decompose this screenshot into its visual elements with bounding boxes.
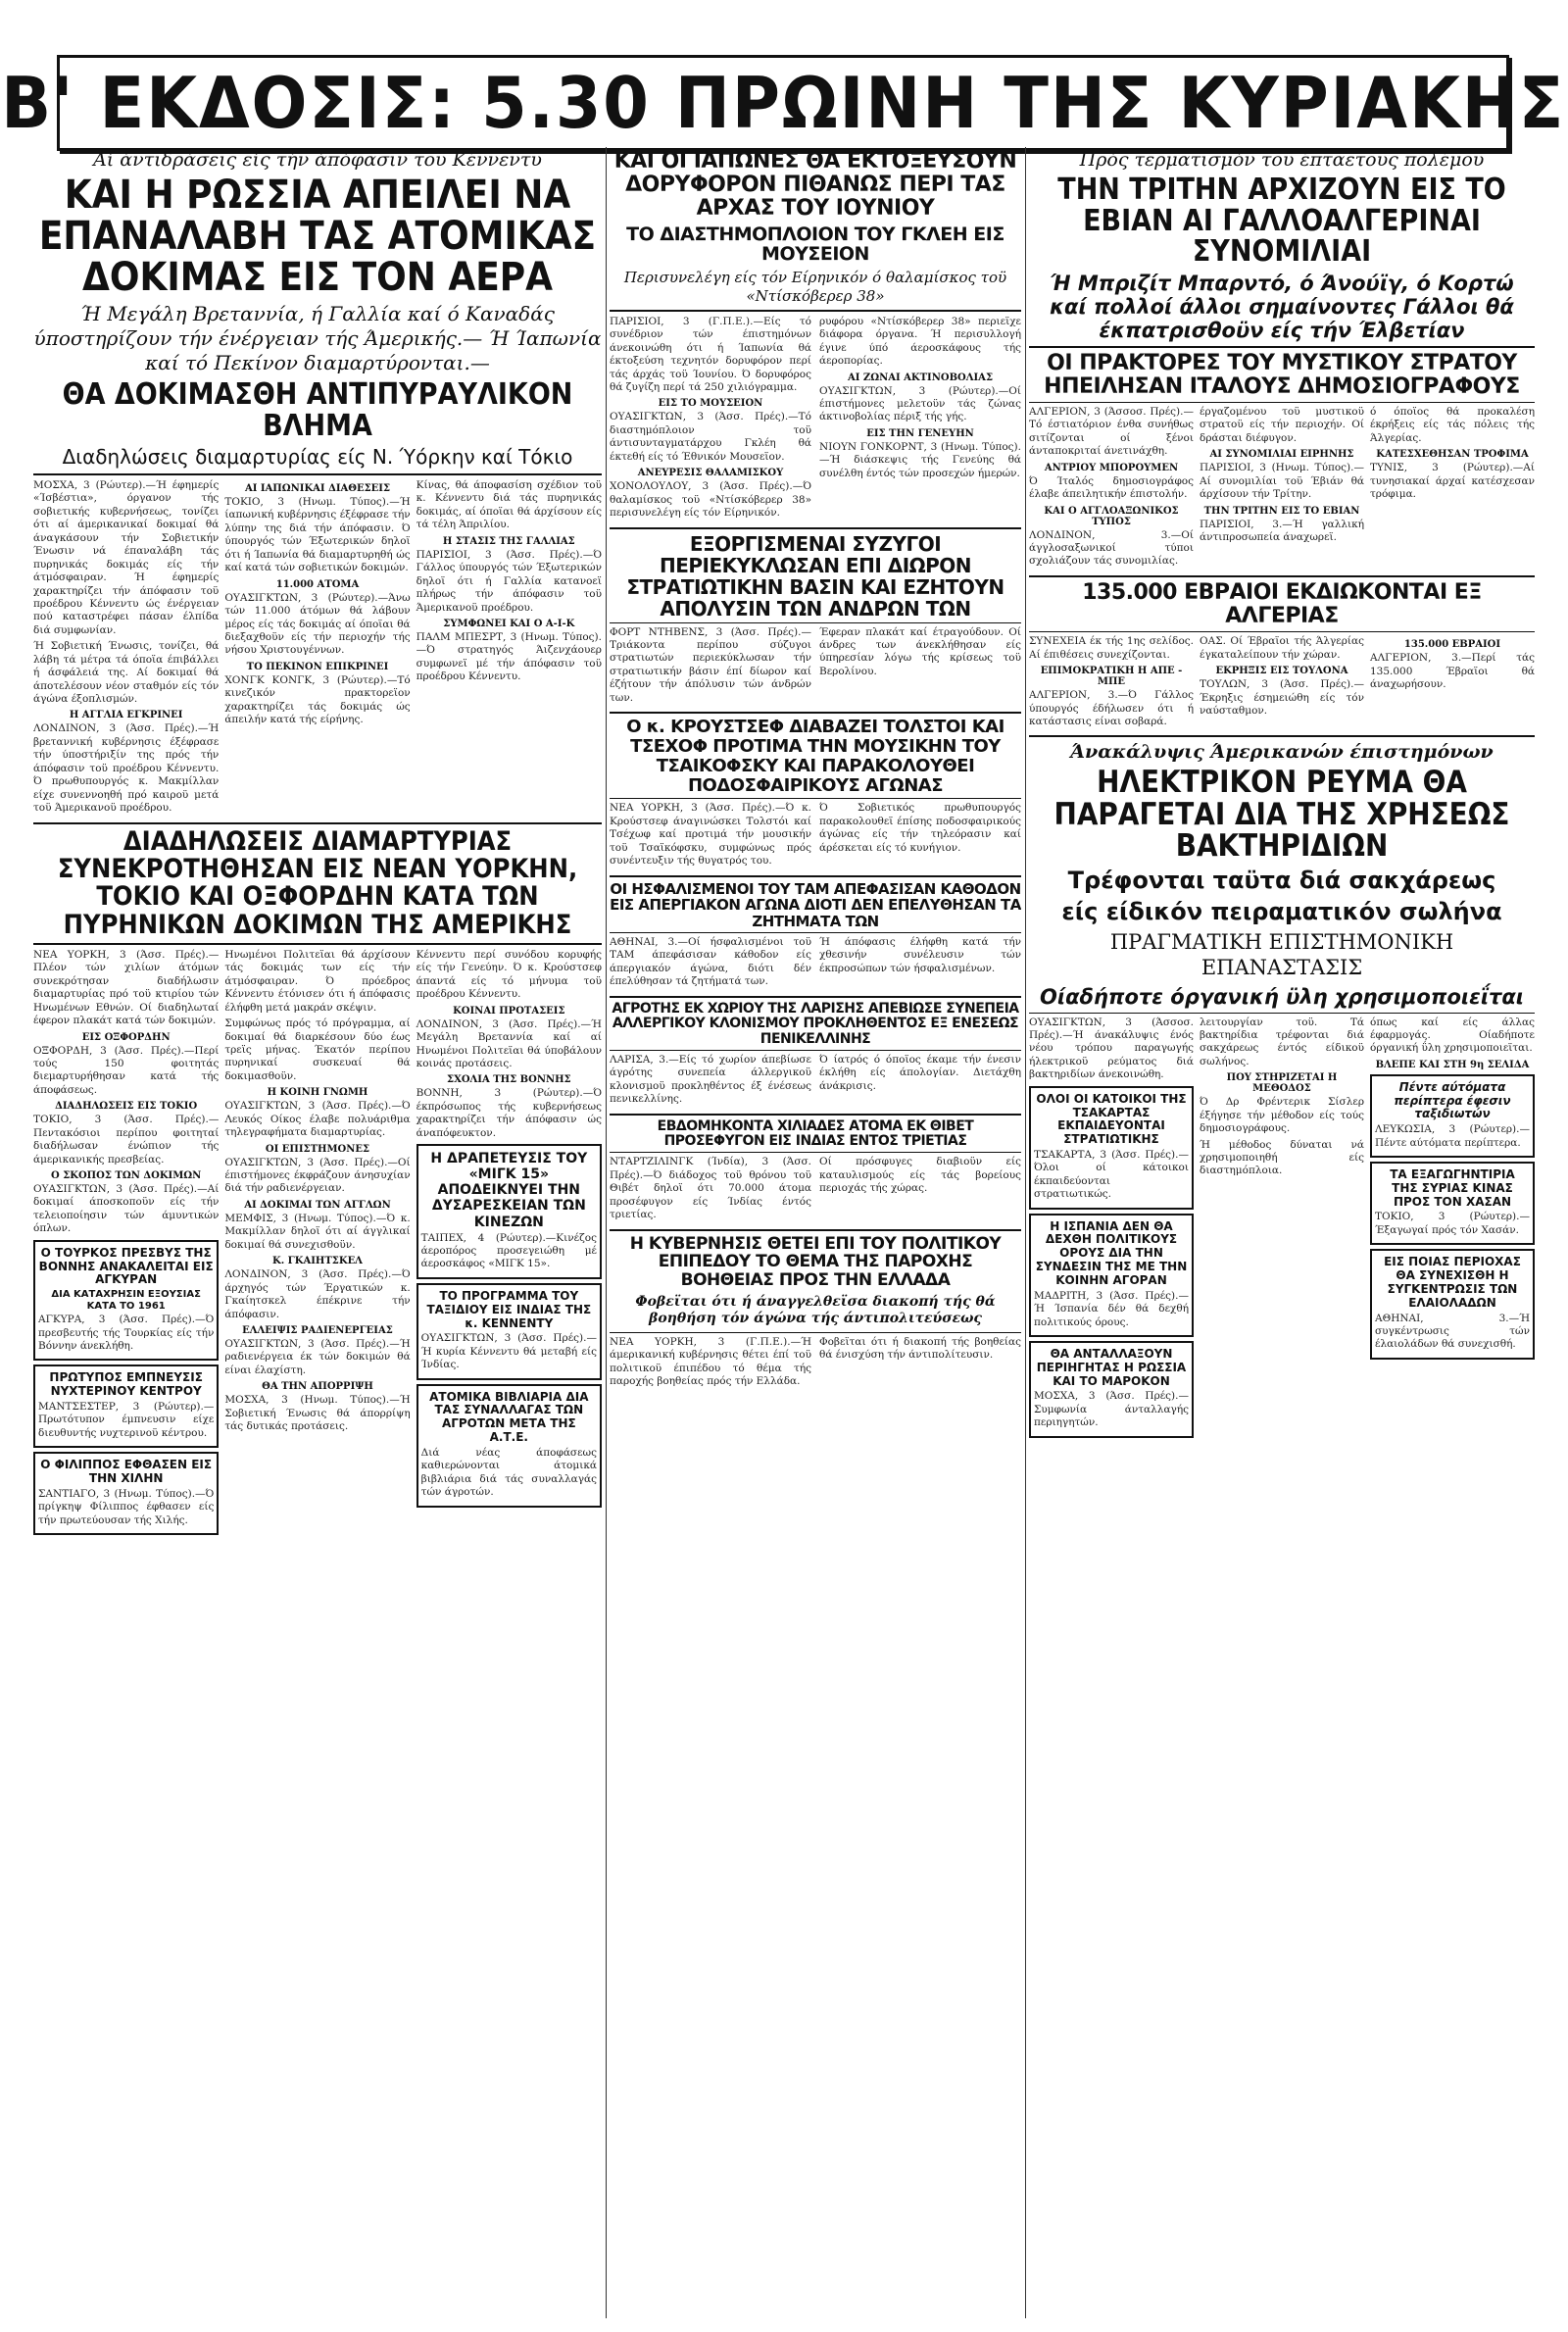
section-heading: Ο ΣΚΟΠΟΣ ΤΩΝ ΔΟΚΙΜΩΝ	[51, 1170, 202, 1181]
boxed-article: Ο ΤΟΥΡΚΟΣ ΠΡΕΣΒΥΣ ΤΗΣ ΒΟΝΝΗΣ ΑΝΑΚΑΛΕΙΤΑΙ ΕΙΣ ΑΓΚΥΡΑΝ ΔΙΑ ΚΑΤΑΧΡΗΣΙΝ ΕΞΟΥΣΙΑΣ ΚΑΤΑ ΤΟ 1961 ΑΓΚΥΡΑ, 3 (Άσσ. Πρές).—Ό πρεσβευτής τής Τουρκίας είς τήν Βόννην άνεκλήθη.	[33, 1240, 219, 1362]
headline-larissa: ΑΓΡΟΤΗΣ ΕΚ ΧΩΡΙΟΥ ΤΗΣ ΛΑΡΙΣΗΣ ΑΠΕΒΙΩΣΕ ΣΥΝΕΠΕΙΑ ΑΛΛΕΡΓΙΚΟΥ ΚΛΟΝΙΣΜΟΥ ΠΡΟΚΛΗΘΕΝΤΟΣ ΕΞ ΕΝΕΣΕΩΣ ΠΕΝΙΚΕΛΛΙΝΗΣ	[612, 1000, 1019, 1047]
boxed-article: ΑΤΟΜΙΚΑ ΒΙΒΛΙΑΡΙΑ ΔΙΑ ΤΑΣ ΣΥΝΑΛΛΑΓΑΣ ΤΩΝ ΑΓΡΟΤΩΝ ΜΕΤΑ ΤΗΣ Α.Τ.Ε. Διά νέας άποφάσεως καθιερώνονται άτομικά βιβλιάρια διά τάς συναλλαγάς τών άγροτών.	[416, 1384, 602, 1508]
article-body: ΝΤΑΡΤΖΙΛΙΝΓΚ (Ίνδία), 3 (Άσσ. Πρές).—Ό διάδοχος τοϋ θρόνου τοϋ Θιβέτ δηλοϊ ότι 70.000 άτομα προσέφυγον είς Ίνδίας έντός τριετίας. Οί πρόσφυγες διαβιοϋν είς καταυλισμούς είς τάς βορείους περιοχάς τής χώρας.	[610, 1156, 1021, 1221]
headline-glenn-capsule: ΤΟ ΔΙΑΣΤΗΜΟΠΛΟΙΟΝ ΤΟΥ ΓΚΛΕΗ ΕΙΣ ΜΟΥΣΕΙΟΝ	[626, 223, 1004, 266]
main-headline-russia: ΚΑΙ Η ΡΩΣΣΙΑ ΑΠΕΙΛΕΙ ΝΑ ΕΠΑΝΑΛΑΒΗ ΤΑΣ ΑΤΟΜΙΚΑΣ ΔΟΚΙΜΑΣ ΕΙΣ ΤΟΝ ΑΕΡΑ	[38, 173, 597, 300]
headline-oas-agents: ΟΙ ΠΡΑΚΤΟΡΕΣ ΤΟΥ ΜΥΣΤΙΚΟΥ ΣΤΡΑΤΟΥ ΗΠΕΙΛΗΣΑΝ ΙΤΑΛΟΥΣ ΔΗΜΟΣΙΟΓΡΑΦΟΥΣ	[1044, 350, 1520, 399]
kicker: Άνακάλυψις Άμερικανών έπιστημόνων	[1070, 741, 1494, 764]
section-heading: 11.000 ΑΤΟΜΑ	[275, 578, 360, 590]
headline-bacteria: ΗΛΕΚΤΡΙΚΟΝ ΡΕΥΜΑ ΘΑ ΠΑΡΑΓΕΤΑΙ ΔΙΑ ΤΗΣ ΧΡΗΣΕΩΣ ΒΑΚΤΗΡΙΔΙΩΝ	[1054, 765, 1510, 865]
boxed-article: ΤΟ ΠΡΟΓΡΑΜΜΑ ΤΟΥ ΤΑΞΙΔΙΟΥ ΕΙΣ ΙΝΔΙΑΣ ΤΗΣ κ. ΚΕΝΝΕΝΤΥ ΟΥΑΣΙΓΚΤΩΝ, 3 (Άσσ. Πρές).—Ή κυρία Κέννεντυ θά μεταβή είς Ίνδίας.	[416, 1283, 602, 1380]
article-body: ΦΟΡΤ ΝΤΗΒΕΝΣ, 3 (Άσσ. Πρές).—Τριάκοντα περίπου σύζυγοι στρατιωτών περιεκύκλωσαν τήν στρατιωτικήν βάσιν έπί δίωρον καί έζήτουν τήν άπόλυσιν τών άνδρών των. Έφεραν πλακάτ καί έτραγούδουν. Οί άνδρες των άνεκλήθησαν είς ύπηρεσίαν λόγω τής κρίσεως τοϋ Βερολίνου.	[610, 625, 1021, 704]
section-heading: ΚΟΙΝΑΙ ΠΡΟΤΑΣΕΙΣ	[453, 1005, 565, 1017]
headline-tibet: ΕΒΔΟΜΗΚΟΝΤΑ ΧΙΛΙΑΔΕΣ ΑΤΟΜΑ ΕΚ ΘΙΒΕΤ ΠΡΟΣΕΦΥΓΟΝ ΕΙΣ ΙΝΔΙΑΣ ΕΝΤΟΣ ΤΡΙΕΤΙΑΣ	[657, 1117, 974, 1150]
section-heading: Κ. ΓΚΑΙΗΤΣΚΕΛ	[272, 1256, 363, 1267]
section-heading: ΕΛΛΕΙΨΙΣ ΡΑΔΙΕΝΕΡΓΕΙΑΣ	[242, 1324, 393, 1336]
headline-japan-satellite: ΚΑΙ ΟΙ ΙΑΠΩΝΕΣ ΘΑ ΕΚΤΟΞΕΥΣΟΥΝ ΔΟΡΥΦΟΡΟΝ ΠΙΘΑΝΩΣ ΠΕΡΙ ΤΑΣ ΑΡΧΑΣ ΤΟΥ ΙΟΥΝΙΟΥ	[613, 149, 1017, 222]
headline-wives-base: ΕΞΟΡΓΙΣΜΕΝΑΙ ΣΥΖΥΓΟΙ ΠΕΡΙΕΚΥΚΛΩΣΑΝ ΕΠΙ ΔΙΩΡΟΝ ΣΤΡΑΤΙΩΤΙΚΗΝ ΒΑΣΙΝ ΚΑΙ ΕΖΗΤΟΥΝ ΑΠΟΛΥΣΙΝ ΤΩΝ ΑΝΔΡΩΝ ΤΩΝ	[626, 531, 1004, 620]
kicker: Πρός τερματισμόν τοϋ έπταετοϋς πολέμου	[1079, 149, 1485, 171]
boxed-article: ΟΛΟΙ ΟΙ ΚΑΤΟΙΚΟΙ ΤΗΣ ΤΣΑΚΑΡΤΑΣ ΕΚΠΑΙΔΕΥΟΝΤΑΙ ΣΤΡΑΤΙΩΤΙΚΗΣ ΤΣΑΚΑΡΤΑ, 3 (Άσσ. Πρές).—Όλοι οί κάτοικοι έκπαιδεύονται στρατιωτικώς.	[1029, 1086, 1194, 1210]
kicker: Αί άντιδράσεις είς τήν άπόφασιν τοϋ Κέννεντυ	[93, 149, 542, 171]
boxed-article: ΕΙΣ ΠΟΙΑΣ ΠΕΡΙΟΧΑΣ ΘΑ ΣΥΝΕΧΙΣΘΗ Η ΣΥΓΚΕΝΤΡΩΣΙΣ ΤΩΝ ΕΛΑΙΟΛΑΔΩΝ ΑΘΗΝΑΙ, 3.—Ή συγκέντρωσις τών έλαιολάδων θά συνεχισθή.	[1370, 1249, 1535, 1360]
article-body: ΠΑΡΙΣΙΟΙ, 3 (Γ.Π.Ε.).—Είς τό συνέδριον τών έπιστημόνων άνεκοινώθη ότι ή Ίαπωνία θά έκτοξεύση τεχνητόν δορυφόρον περί τάς άρχάς τοϋ Ίουνίου. Ό δορυφόρος θά ζυγίζη περί τά 250 χιλιόγραμμα. ΕΙΣ ΤΟ ΜΟΥΣΕΙΟΝ ΟΥΑΣΙΓΚΤΩΝ, 3 (Άσσ. Πρές).—Τό διαστημόπλοιον τοϋ άντισυνταγματάρχου Γκλέη θά έκτεθή είς τό Έθνικόν Μουσεϊον. ΑΝΕΥΡΕΣΙΣ ΘΑΛΑΜΙΣΚΟΥ ΧΟΝΟΛΟΥΛΟΥ, 3 (Άσσ. Πρές).—Ό θαλαμίσκος τοϋ «Ντίσκόβερερ 38» περισυνελέγη είς τόν Είρηνικόν. ρυφόρου «Ντίσκόβερερ 38» περιεϊχε διάφορα όργανα. Ή περισυλλογή έγινε ύπό άεροσκάφους τής άεροπορίας. ΑΙ ΖΩΝΑΙ ΑΚΤΙΝΟΒΟΛΙΑΣ ΟΥΑΣΙΓΚΤΩΝ, 3 (Ρώυτερ).—Οί έπιστήμονες μελετοϋν τάς ζώνας άκτινοβολίας πέριξ τής γής. ΕΙΣ ΤΗΝ ΓΕΝΕΥΗΝ ΝΙΟΥΝ ΓΟΝΚΟΡΝΤ, 3 (Ηνωμ. Τύπος).—Ή διάσκεψις τής Γενεύης θά συνέλθη έντός τών προσεχών ήμερών.	[610, 315, 1021, 520]
article-body: ΑΛΓΕΡΙΟΝ, 3 (Άσσοσ. Πρές).—Τό έστιατόριον ένθα συνήθως σιτίζονται οί ξένοι άνταποκριταί άνετινάχθη. ΑΝΤΡΙΟΥ ΜΠΟΡΟΥΜΕΝ Ό Ίταλός δημοσιογράφος έλαβε άπειλητικήν έπιστολήν. ΚΑΙ Ο ΑΓΓΛΟΑΞΩΝΙΚΟΣ ΤΥΠΟΣ ΛΟΝΔΙΝΟΝ, 3.—Οί άγγλοσαξωνικοί τύποι σχολιάζουν τάς συνομιλίας. έργαζομένου τοϋ μυστικοϋ στρατοϋ είς τήν περιοχήν. Οί δράσται διέφυγον. ΑΙ ΣΥΝΟΜΙΛΙΑΙ ΕΙΡΗΝΗΣ ΠΑΡΙΣΙΟΙ, 3 (Ηνωμ. Τύπος).—Αί συνομιλίαι τοϋ Έβιάν θά άρχίσουν τήν Τρίτην. ΤΗΝ ΤΡΙΤΗΝ ΕΙΣ ΤΟ ΕΒΙΑΝ ΠΑΡΙΣΙΟΙ, 3.—Ή γαλλική άντιπροσωπεία άναχωρεϊ. ό όποϊος θά προκαλέση έκρήξεις είς τάς πόλεις τής Άλγερίας. ΚΑΤΕΣΧΕΘΗΣΑΝ ΤΡΟΦΙΜΑ ΤΥΝΙΣ, 3 (Ρώυτερ).—Αί τυνησιακαί άρχαί κατέσχεσαν τρόφιμα.	[1029, 405, 1535, 568]
section-heading: ΑΙ ΙΑΠΩΝΙΚΑΙ ΔΙΑΘΕΣΕΙΣ	[244, 483, 391, 494]
section-heading: ΔΙΑΔΗΛΩΣΕΙΣ ΕΙΣ ΤΟΚΙΟ	[55, 1101, 198, 1113]
headline-jews-algeria: 135.000 ΕΒΡΑΙΟΙ ΕΚΔΙΩΚΟΝΤΑΙ ΕΞ ΑΛΓΕΡΙΑΣ	[1082, 579, 1482, 628]
boxed-article: Η ΔΡΑΠΕΤΕΥΣΙΣ ΤΟΥ «ΜΙΓΚ 15» ΑΠΟΔΕΙΚΝΥΕΙ ΤΗΝ ΔΥΣΑΡΕΣΚΕΙΑΝ ΤΩΝ ΚΙΝΕΖΩΝ ΤΑΙΠΕΧ, 4 (Ρώυτερ).—Κινέζος άεροπόρος προσεγειώθη μέ άεροσκάφος «ΜΙΓΚ 15».	[416, 1144, 602, 1279]
headline-evian: ΤΗΝ ΤΡΙΤΗΝ ΑΡΧΙΖΟΥΝ ΕΙΣ ΤΟ ΕΒΙΑΝ ΑΙ ΓΑΛΛΟΑΛΓΕΡΙΝΑΙ ΣΥΝΟΜΙΛΙΑΙ	[1057, 173, 1506, 269]
section-heading: ΑΙ ΔΟΚΙΜΑΙ ΤΩΝ ΑΓΓΛΩΝ	[244, 1199, 391, 1211]
subheadline-protests: Διαδηλώσεις διαμαρτυρίας είς Ν. Ύόρκην καί Τόκιο	[62, 445, 573, 469]
subheadline-discoverer: Περισυνελέγη είς τόν Είρηνικόν ό θαλαμίσκος τοϋ «Ντίσκόβερερ 38»	[623, 269, 1007, 306]
boxed-article: ΠΡΩΤΥΠΟΣ ΕΜΠΝΕΥΣΙΣ ΝΥΧΤΕΡΙΝΟΥ ΚΕΝΤΡΟΥ ΜΑΝΤΣΕΣΤΕΡ, 3 (Ρώυτερ).—Πρωτότυπον έμπνευσιν είχε διευθυντής νυχτερινοϋ κέντρου.	[33, 1364, 219, 1448]
subheadline-aid: Φοβεϊται ότι ή άναγγελθεϊσα διακοπή τής θά βοηθήση τόν άγώνα τής άντιπολιτεύσεως	[635, 1293, 996, 1327]
column-left	[33, 147, 602, 2318]
section-heading: ΣΧΟΛΙΑ ΤΗΣ ΒΟΝΝΗΣ	[447, 1074, 571, 1086]
article-body: ΟΥΑΣΙΓΚΤΩΝ, 3 (Άσσοσ. Πρές).—Ή άνακάλυψις ένός νέου τρόπου παραγωγής ήλεκτρικοϋ ρεύματος διά βακτηριδίων άνεκοινώθη. ΟΛΟΙ ΟΙ ΚΑΤΟΙΚΟΙ ΤΗΣ ΤΣΑΚΑΡΤΑΣ ΕΚΠΑΙΔΕΥΟΝΤΑΙ ΣΤΡΑΤΙΩΤΙΚΗΣ ΤΣΑΚΑΡΤΑ, 3 (Άσσ. Πρές).—Όλοι οί κάτοικοι έκπαιδεύονται στρατιωτικώς. Η ΙΣΠΑΝΙΑ ΔΕΝ ΘΑ ΔΕΧΘΗ ΠΟΛΙΤΙΚΟΥΣ ΟΡΟΥΣ ΔΙΑ ΤΗΝ ΣΥΝΔΕΣΙΝ ΤΗΣ ΜΕ ΤΗΝ ΚΟΙΝΗΝ ΑΓΟΡΑΝ ΜΑΔΡΙΤΗ, 3 (Άσσ. Πρές).—Ή Ίσπανία δέν θά δεχθή πολιτικούς όρους. ΘΑ ΑΝΤΑΛΛΑΞΟΥΝ ΠΕΡΙΗΓΗΤΑΣ Η ΡΩΣΣΙΑ ΚΑΙ ΤΟ ΜΑΡΟΚΟΝ ΜΟΣΧΑ, 3 (Άσσ. Πρές).—Συμφωνία άνταλλαγής περιηγητών. λειτουργίαν τοϋ. Τά βακτηρίδια τρέφονται διά σακχάρεως έντός είδικοϋ σωλήνος. ΠΟΥ ΣΤΗΡΙΖΕΤΑΙ Η ΜΕΘΟΔΟΣ Ό Δρ Φρέντερικ Σίσλερ έξήγησε τήν μέθοδον είς τούς δημοσιογράφους. Ή μέθοδος δύναται νά χρησιμοποιηθή είς διαστημόπλοια. όπως καί είς άλλας έφαρμογάς. Οίαδήποτε όργανική ΰλη χρησιμοποιεϊται. ΒΛΕΠΕ ΚΑΙ ΣΤΗ 9η ΣΕΛΙΔΑ Πέντε αύτόματα περίπτερα έφεσιν ταξιδιωτών ΛΕΥΚΩΣΙΑ, 3 (Ρώυτερ).—Πέντε αύτόματα περίπτερα. ΤΑ ΕΞΑΓΩΓΗΝΤΙΡΙΑ ΤΗΣ ΣΥΡΙΑΣ ΚΙΝΑΣ ΠΡΟΣ ΤΟΝ ΧΑΣΑΝ ΤΟΚΙΟ, 3 (Ρώυτερ).—Έξαγωγαί πρός τόν Χασάν. ΕΙΣ ΠΟΙΑΣ ΠΕΡΙΟΧΑΣ ΘΑ ΣΥΝΕΧΙΣΘΗ Η ΣΥΓΚΕΝΤΡΩΣΙΣ ΤΩΝ ΕΛΑΙΟΛΑΔΩΝ ΑΘΗΝΑΙ, 3.—Ή συγκέντρωσις τών έλαιολάδων θά συνεχισθή.	[1029, 1017, 1535, 1442]
boxed-article: ΤΑ ΕΞΑΓΩΓΗΝΤΙΡΙΑ ΤΗΣ ΣΥΡΙΑΣ ΚΙΝΑΣ ΠΡΟΣ ΤΟΝ ΧΑΣΑΝ ΤΟΚΙΟ, 3 (Ρώυτερ).—Έξαγωγαί πρός τόν Χασάν.	[1370, 1162, 1535, 1245]
boxed-article: ΘΑ ΑΝΤΑΛΛΑΞΟΥΝ ΠΕΡΙΗΓΗΤΑΣ Η ΡΩΣΣΙΑ ΚΑΙ ΤΟ ΜΑΡΟΚΟΝ ΜΟΣΧΑ, 3 (Άσσ. Πρές).—Συμφωνία άνταλλαγής περιηγητών.	[1029, 1341, 1194, 1438]
section-heading: ΕΙΣ ΟΞΦΟΡΔΗΝ	[81, 1031, 171, 1043]
boxed-article: Ο ΦΙΛΙΠΠΟΣ ΕΦΘΑΣΕΝ ΕΙΣ ΤΗΝ ΧΙΛΗΝ ΣΑΝΤΙΑΓΟ, 3 (Ηνωμ. Τύπος).—Ό πρίγκηψ Φίλιππος έφθασεν είς τήν πρωτεύουσαν τής Χιλής.	[33, 1452, 219, 1535]
headline-aid-greece: Η ΚΥΒΕΡΝΗΣΙΣ ΘΕΤΕΙ ΕΠΙ ΤΟΥ ΠΟΛΙΤΙΚΟΥ ΕΠΙΠΕΔΟΥ ΤΟ ΘΕΜΑ ΤΗΣ ΠΑΡΟΧΗΣ ΒΟΗΘΕΙΑΣ ΠΡΟΣ ΤΗΝ ΕΛΛΑΔΑ	[629, 1233, 1002, 1291]
section-heading: Η ΣΤΑΣΙΣ ΤΗΣ ΓΑΛΛΙΑΣ	[442, 535, 575, 547]
section-heading: ΘΑ ΤΗΝ ΑΠΟΡΡΙΨΗ	[262, 1381, 373, 1393]
article-body: ΝΕΑ ΥΟΡΚΗ, 3 (Άσσ. Πρές).—Πλέον τών χιλίων άτόμων συνεκρότησαν διαδήλωσιν διαμαρτυρίας πρό τοϋ κτιρίου τών Ηνωμένων Εθνών. Οί διαδηλωταί έφερον πλακάτ κατά τών δοκιμών. ΕΙΣ ΟΞΦΟΡΔΗΝ ΟΞΦΟΡΔΗ, 3 (Άσσ. Πρές).—Περί τούς 150 φοιτητάς διεμαρτυρήθησαν κατά τής άποφάσεως. ΔΙΑΔΗΛΩΣΕΙΣ ΕΙΣ ΤΟΚΙΟ ΤΟΚΙΟ, 3 (Άσσ. Πρές).—Πεντακόσιοι περίπου φοιτηταί διαδήλωσαν ένώπιον τής άμερικανικής πρεσβείας. Ο ΣΚΟΠΟΣ ΤΩΝ ΔΟΚΙΜΩΝ ΟΥΑΣΙΓΚΤΩΝ, 3 (Άσσ. Πρές).—Αί δοκιμαί άποσκοποϋν είς τήν τελειοποίησιν τών άμυντικών όπλων. Ο ΤΟΥΡΚΟΣ ΠΡΕΣΒΥΣ ΤΗΣ ΒΟΝΝΗΣ ΑΝΑΚΑΛΕΙΤΑΙ ΕΙΣ ΑΓΚΥΡΑΝ ΔΙΑ ΚΑΤΑΧΡΗΣΙΝ ΕΞΟΥΣΙΑΣ ΚΑΤΑ ΤΟ 1961 ΑΓΚΥΡΑ, 3 (Άσσ. Πρές).—Ό πρεσβευτής τής Τουρκίας είς τήν Βόννην άνεκλήθη. ΠΡΩΤΥΠΟΣ ΕΜΠΝΕΥΣΙΣ ΝΥΧΤΕΡΙΝΟΥ ΚΕΝΤΡΟΥ ΜΑΝΤΣΕΣΤΕΡ, 3 (Ρώυτερ).—Πρωτότυπον έμπνευσιν είχε διευθυντής νυχτερινοϋ κέντρου. Ο ΦΙΛΙΠΠΟΣ ΕΦΘΑΣΕΝ ΕΙΣ ΤΗΝ ΧΙΛΗΝ ΣΑΝΤΙΑΓΟ, 3 (Ηνωμ. Τύπος).—Ό πρίγκηψ Φίλιππος έφθασεν είς τήν πρωτεύουσαν τής Χιλής. Ηνωμένοι Πολιτεϊαι θά άρχίσουν τάς δοκιμάς των είς τήν άτμόσφαιραν. Ό πρόεδρος Κέννεντυ έτόνισεν ότι ή άπόφασις έλήφθη μετά μακράν σκέψιν. Συμφώνως πρός τό πρόγραμμα, αί δοκιμαί θά διαρκέσουν δύο έως τρεϊς μήνας. Έκατόν περίπου πυρηνικαί συσκευαί θά δοκιμασθοϋν. Η ΚΟΙΝΗ ΓΝΩΜΗ ΟΥΑΣΙΓΚΤΩΝ, 3 (Άσσ. Πρές).—Ό Λευκός Οίκος έλαβε πολυάριθμα τηλεγραφήματα διαμαρτυρίας. ΟΙ ΕΠΙΣΤΗΜΟΝΕΣ ΟΥΑΣΙΓΚΤΩΝ, 3 (Άσσ. Πρές).—Οί έπιστήμονες έκφράζουν άνησυχίαν διά τήν ραδιενέργειαν. ΑΙ ΔΟΚΙΜΑΙ ΤΩΝ ΑΓΓΛΩΝ ΜΕΜΦΙΣ, 3 (Ηνωμ. Τύπος).—Ό κ. Μακμίλλαν δηλοϊ ότι αί άγγλικαί δοκιμαί θά συνεχισθοϋν. Κ. ΓΚΑΙΗΤΣΚΕΛ ΛΟΝΔΙΝΟΝ, 3 (Άσσ. Πρές).—Ό άρχηγός τών Έργατικών κ. Γκαίητσκελ έπέκρινε τήν άπόφασιν. ΕΛΛΕΙΨΙΣ ΡΑΔΙΕΝΕΡΓΕΙΑΣ ΟΥΑΣΙΓΚΤΩΝ, 3 (Άσσ. Πρές).—Ή ραδιενέργεια έκ τών δοκιμών θά είναι έλαχίστη. ΘΑ ΤΗΝ ΑΠΟΡΡΙΨΗ ΜΟΣΧΑ, 3 (Ηνωμ. Τύπος).—Ή Σοβιετική Ένωσις θά άπορρίψη τάς δυτικάς προτάσεις. Κέννεντυ περί συνόδου κορυφής είς τήν Γενεύην. Ό κ. Κρούστσεφ άπαντά είς τό μήνυμα τοϋ προέδρου Κέννεντυ. ΚΟΙΝΑΙ ΠΡΟΤΑΣΕΙΣ ΛΟΝΔΙΝΟΝ, 3 (Άσσ. Πρές).—Ή Μεγάλη Βρεταννία καί αί Ηνωμένοι Πολιτεϊαι θά ύποβάλουν κοινάς προτάσεις. ΣΧΟΛΙΑ ΤΗΣ ΒΟΝΝΗΣ ΒΟΝΝΗ, 3 (Ρώυτερ).—Ό έκπρόσωπος τής κυβερνήσεως χαρακτηρίζει τήν άπόφασιν ώς άναπόφευκτον. Η ΔΡΑΠΕΤΕΥΣΙΣ ΤΟΥ «ΜΙΓΚ 15» ΑΠΟΔΕΙΚΝΥΕΙ ΤΗΝ ΔΥΣΑΡΕΣΚΕΙΑΝ ΤΩΝ ΚΙΝΕΖΩΝ ΤΑΙΠΕΧ, 4 (Ρώυτερ).—Κινέζος άεροπόρος προσεγειώθη μέ άεροσκάφος «ΜΙΓΚ 15». ΤΟ ΠΡΟΓΡΑΜΜΑ ΤΟΥ ΤΑΞΙΔΙΟΥ ΕΙΣ ΙΝΔΙΑΣ ΤΗΣ κ. ΚΕΝΝΕΝΤΥ ΟΥΑΣΙΓΚΤΩΝ, 3 (Άσσ. Πρές).—Ή κυρία Κέννεντυ θά μεταβή είς Ίνδίας. ΑΤΟΜΙΚΑ ΒΙΒΛΙΑΡΙΑ ΔΙΑ ΤΑΣ ΣΥΝΑΛΛΑΓΑΣ ΤΩΝ ΑΓΡΟΤΩΝ ΜΕΤΑ ΤΗΣ Α.Τ.Ε. Διά νέας άποφάσεως καθιερώνονται άτομικά βιβλιάρια διά τάς συναλλαγάς τών άγροτών.	[33, 949, 602, 1539]
article-body: ΣΥΝΕΧΕΙΑ έκ τής 1ης σελίδος. Αί έπιθέσεις συνεχίζονται. ΕΠΙΜΟΚΡΑΤΙΚΗ Η ΑΠΕ - ΜΠΕ ΑΛΓΕΡΙΟΝ, 3.—Ό Γάλλος ύπουργός έδήλωσεν ότι ή κατάστασις είναι σοβαρά. ΟΑΣ. Οί Έβραϊοι τής Άλγερίας έγκαταλείπουν τήν χώραν. ΕΚΡΗΞΙΣ ΕΙΣ ΤΟΥΛΟΝΑ ΤΟΥΛΩΝ, 3 (Άσσ. Πρές).—Έκρηξις έσημειώθη είς τόν ναύσταθμον. 135.000 ΕΒΡΑΙΟΙ ΑΛΓΕΡΙΟΝ, 3.—Περί τάς 135.000 Έβραϊοι θά άναχωρήσουν.	[1029, 635, 1535, 727]
headline-missile: ΘΑ ΔΟΚΙΜΑΣΘΗ ΑΝΤΙΠΥΡΑΥΛΙΚΟΝ ΒΛΗΜΑ	[62, 377, 573, 443]
section-heading: ΟΙ ΕΠΙΣΤΗΜΟΝΕΣ	[265, 1143, 370, 1155]
subheadline-bardot: Ή Μπριζίτ Μπαρντό, ό Άνούϊγ, ό Κορτώ καί πολλοί άλλοι σημαίνοντες Γάλλοι θά έκπατρισθοϋν είς τήν Έλβετίαν	[1050, 271, 1514, 342]
article-body: ΝΕΑ ΥΟΡΚΗ, 3 (Γ.Π.Ε.).—Ή άμερικανική κυβέρνησις θέτει έπί τοϋ πολιτικοϋ έπιπέδου τό θέμα τής παροχής βοηθείας πρός τήν Ελλάδα. Φοβεϊται ότι ή διακοπή τής βοηθείας θά ένισχύση τήν άντιπολίτευσιν.	[610, 1335, 1021, 1388]
article-body: ΛΑΡΙΣΑ, 3.—Είς τό χωρίον άπεβίωσε άγρότης συνεπεία άλλεργικοϋ κλονισμοϋ προκληθέντος έξ ένέσεως πενικελλίνης. Ό ίατρός ό όποϊος έκαμε τήν ένεσιν έκλήθη είς άπολογίαν. Διετάχθη άνάκρισις.	[610, 1053, 1021, 1106]
section-heading: Η ΑΓΓΛΙΑ ΕΓΚΡΙΝΕΙ	[69, 710, 183, 721]
article-body: ΜΟΣΧΑ, 3 (Ρώυτερ).—Ή έφημερίς «Ίσβέστια», όργανον τής σοβιετικής κυβερνήσεως, τονίζει ότι αί άμερικανικαί δοκιμαί θά άναγκάσουν τήν Σοβιετικήν Ένωσιν νά έπαναλάβη τάς πυρηνικάς δοκιμάς είς τήν άτμόσφαιραν. Ή έφημερίς χαρακτηρίζει τήν άπόφασιν τοϋ προέδρου Κέννεντυ ώς ένέργειαν πού καταστρέφει πάσαν έλπίδα διά συμφωνίαν. Ή Σοβιετική Ένωσις, τονίζει, θά λάβη τά μέτρα τά όποϊα έπιβάλλει ή άσφάλειά της. Αί δοκιμαί θά άποτελέσουν νέον σταθμόν είς τόν άγώνα έξοπλισμών. Η ΑΓΓΛΙΑ ΕΓΚΡΙΝΕΙ ΛΟΝΔΙΝΟΝ, 3 (Άσσ. Πρές).—Ή βρεταννική κυβέρνησις έξέφρασε τήν ύποστήριξίν της πρός τήν άπόφασιν τοϋ προέδρου Κέννεντυ. Ό πρωθυπουργός κ. Μακμίλλαν είχε συνεννοηθή πρό καιροϋ μετά τοϋ Άμερικανοϋ προέδρου. ΑΙ ΙΑΠΩΝΙΚΑΙ ΔΙΑΘΕΣΕΙΣ ΤΟΚΙΟ, 3 (Ηνωμ. Τύπος).—Ή ίαπωνική κυβέρνησις έξέφρασε τήν λύπην της διά τήν άπόφασιν. Ό ύπουργός τών Έξωτερικών δηλοϊ ότι ή Ίαπωνία θά διαμαρτυρηθή ώς καί κατά τών σοβιετικών δοκιμών. 11.000 ΑΤΟΜΑ ΟΥΑΣΙΓΚΤΩΝ, 3 (Ρώυτερ).—Άνω τών 11.000 άτόμων θά λάβουν μέρος είς τάς δοκιμάς αί όποϊαι θά διεξαχθοϋν είς τήν περιοχήν τής νήσου Χριστουγέννων. ΤΟ ΠΕΚΙΝΟΝ ΕΠΙΚΡΙΝΕΙ ΧΟΝΓΚ ΚΟΝΓΚ, 3 (Ρώυτερ).—Τό κινεζικόν πρακτορεϊον χαρακτηρίζει τάς δοκιμάς ώς άπειλήν κατά τής είρήνης. Κίνας, θά άποφασίση σχέδιον τοϋ κ. Κέννεντυ διά τάς πυρηνικάς δοκιμάς, αί όποϊαι θά άρχίσουν είς τά τέλη Άπριλίου. Η ΣΤΑΣΙΣ ΤΗΣ ΓΑΛΛΙΑΣ ΠΑΡΙΣΙΟΙ, 3 (Άσσ. Πρές).—Ό Γάλλος ύπουργός τών Έξωτερικών δηλοϊ ότι ή Γαλλία κατανοεϊ πλήρως τήν άπόφασιν τοϋ Άμερικανοϋ προέδρου. ΣΥΜΦΩΝΕΙ ΚΑΙ Ο Α-Ι-Κ ΠΑΛΜ ΜΠΕΣΡΤ, 3 (Ηνωμ. Τύπος).—Ό στρατηγός Άιζενχάουερ συμφωνεϊ μέ τήν άπόφασιν τοϋ προέδρου Κέννεντυ.	[33, 479, 602, 815]
section-heading: ΤΟ ΠΕΚΙΝΟΝ ΕΠΙΚΡΙΝΕΙ	[246, 661, 389, 672]
column-center	[610, 147, 1021, 2318]
column-right: Πρός τερματισμόν τοϋ έπταετοϋς πολέμου ΤΗΝ ΤΡΙΤΗΝ ΑΡΧΙΖΟΥΝ ΕΙΣ ΤΟ ΕΒΙΑΝ ΑΙ ΓΑΛΛΟΑΛΓΕΡΙΝΑΙ ΣΥΝΟΜΙΛΙΑΙ Ή Μπριζίτ Μπαρντό, ό Άνούϊγ, ό Κορτώ καί πολλοί άλλοι σημαίνοντες Γάλλοι θά έκπατρισθοϋν είς τήν Έλβετίαν ΟΙ ΠΡΑΚΤΟΡΕΣ ΤΟΥ ΜΥΣΤΙΚΟΥ ΣΤΡΑΤΟΥ ΗΠΕΙΛΗΣΑΝ ΙΤΑΛΟΥΣ ΔΗΜΟΣΙΟΓΡΑΦΟΥΣ ΑΛΓΕΡΙΟΝ, 3 (Άσσοσ. Πρές).—Τό έστιατόριον ένθα συνήθως σιτίζονται οί ξένοι άνταποκριταί άνετινάχθη. ΑΝΤΡΙΟΥ ΜΠΟΡΟΥΜΕΝ Ό Ίταλός δημοσιογράφος έλαβε άπειλητικήν έπιστολήν. ΚΑΙ Ο ΑΓΓΛΟΑΞΩΝΙΚΟΣ ΤΥΠΟΣ ΛΟΝΔΙΝΟΝ, 3.—Οί άγγλοσαξωνικοί τύποι σχολιάζουν τάς συνομιλίας. έργαζομένου τοϋ μυστικοϋ στρατοϋ είς τήν περιοχήν. Οί δράσται διέφυγον. ΑΙ ΣΥΝΟΜΙΛΙΑΙ ΕΙΡΗΝΗΣ ΠΑΡΙΣΙΟΙ, 3 (Ηνωμ. Τύπος).—Αί συνομιλίαι τοϋ Έβιάν θά άρχίσουν τήν Τρίτην. ΤΗΝ ΤΡΙΤΗΝ ΕΙΣ ΤΟ ΕΒΙΑΝ ΠΑΡΙΣΙΟΙ, 3.—Ή γαλλική άντιπροσωπεία άναχωρεϊ. ό όποϊος θά προκαλέση έκρήξεις είς τάς πόλεις τής Άλγερίας. ΚΑΤΕΣΧΕΘΗΣΑΝ ΤΡΟΦΙΜΑ ΤΥΝΙΣ, 3 (Ρώυτερ).—Αί τυνησιακαί άρχαί κατέσχεσαν τρόφιμα. 135.000 ΕΒΡΑΙΟΙ ΕΚΔΙΩΚΟΝΤΑΙ ΕΞ ΑΛΓΕΡΙΑΣ ΣΥΝΕΧΕΙΑ έκ τής 1ης σελίδος. Αί έπιθέσεις συνεχίζονται. ΕΠΙΜΟΚΡΑΤΙΚΗ Η ΑΠΕ - ΜΠΕ ΑΛΓΕΡΙΟΝ, 3.—Ό Γάλλος ύπουργός έδήλωσεν ότι ή κατάστασις είναι σοβαρά. ΟΑΣ. Οί Έβραϊοι τής Άλγερίας έγκαταλείπουν τήν χώραν. ΕΚΡΗΞΙΣ ΕΙΣ ΤΟΥΛΟΝΑ ΤΟΥΛΩΝ, 3 (Άσσ. Πρές).—Έκρηξις έσημειώθη είς τόν ναύσταθμον. 135.000 ΕΒΡΑΙΟΙ ΑΛΓΕΡΙΟΝ, 3.—Περί τάς 135.000 Έβραϊοι θά άναχωρήσουν. Άνακάλυψις Άμερικανών έπιστημόνων ΗΛΕΚΤΡΙΚΟΝ ΡΕΥΜΑ ΘΑ ΠΑΡΑΓΕΤΑΙ ΔΙΑ ΤΗΣ ΧΡΗΣΕΩΣ ΒΑΚΤΗΡΙΔΙΩΝ Τρέφονται ταϋτα διά σακχάρεως είς είδικόν πειραματικόν σωλήνα ΠΡΑΓΜΑΤΙΚΗ ΕΠΙΣΤΗΜΟΝΙΚΗ ΕΠΑΝΑΣΤΑΣΙΣ Οίαδήποτε όργανική ϋλη χρησιμοποιεΐται ΟΥΑΣΙΓΚΤΩΝ, 3 (Άσσοσ. Πρές).—Ή άνακάλυψις ένός νέου τρόπου παραγωγής ήλεκτρικοϋ ρεύματος διά βακτηριδίων άνεκοινώθη. ΟΛΟΙ ΟΙ ΚΑΤΟΙΚΟΙ ΤΗΣ ΤΣΑΚΑΡΤΑΣ ΕΚΠΑΙΔΕΥΟΝΤΑΙ ΣΤΡΑΤΙΩΤΙΚΗΣ ΤΣΑΚΑΡΤΑ, 3 (Άσσ. Πρές).—Όλοι οί κάτοικοι έκπαιδεύονται στρατιωτικώς. Η ΙΣΠΑΝΙΑ ΔΕΝ ΘΑ ΔΕΧΘΗ ΠΟΛΙΤΙΚΟΥΣ ΟΡΟΥΣ ΔΙΑ ΤΗΝ ΣΥΝΔΕΣΙΝ ΤΗΣ ΜΕ ΤΗΝ ΚΟΙΝΗΝ ΑΓΟΡΑΝ ΜΑΔΡΙΤΗ, 3 (Άσσ. Πρές).—Ή Ίσπανία δέν θά δεχθή πολιτικούς όρους. ΘΑ ΑΝΤΑΛΛΑΞΟΥΝ ΠΕΡΙΗΓΗΤΑΣ Η ΡΩΣΣΙΑ ΚΑΙ ΤΟ ΜΑΡΟΚΟΝ ΜΟΣΧΑ, 3 (Άσσ. Πρές).—Συμφωνία άνταλλαγής περιηγητών. λειτουργίαν τοϋ. Τά βακτηρίδια τρέφονται διά σακχάρεως έντός είδικοϋ σωλήνος. ΠΟΥ ΣΤΗΡΙΖΕΤΑΙ Η ΜΕΘΟΔΟΣ Ό Δρ Φρέντερικ Σίσλερ έξήγησε τήν μέθοδον είς τούς δημοσιογράφους. Ή μέθοδος δύναται νά χρησιμοποιηθή είς διαστημόπλοια. όπως καί είς άλλας έφαρμογάς. Οίαδήποτε όργανική ΰλη χρησιμοποιεϊται. ΒΛΕΠΕ ΚΑΙ ΣΤΗ 9η ΣΕΛΙΔΑ Πέντε αύτόματα περίπτερα έφεσιν ταξιδιωτών ΛΕΥΚΩΣΙΑ, 3 (Ρώυτερ).—Πέντε αύτόματα περίπτερα. ΤΑ ΕΞΑΓΩΓΗΝΤΙΡΙΑ ΤΗΣ ΣΥΡΙΑΣ ΚΙΝΑΣ ΠΡΟΣ ΤΟΝ ΧΑΣΑΝ ΤΟΚΙΟ, 3 (Ρώυτερ).—Έξαγωγαί πρός τόν Χασάν. ΕΙΣ ΠΟΙΑΣ ΠΕΡΙΟΧΑΣ ΘΑ ΣΥΝΕΧΙΣΘΗ Η ΣΥΓΚΕΝΤΡΩΣΙΣ ΤΩΝ ΕΛΑΙΟΛΑΔΩΝ ΑΘΗΝΑΙ, 3.—Ή συγκέντρωσις τών έλαιολάδων θά συνεχισθή.	[1029, 147, 1535, 2318]
section-heading: ΣΥΜΦΩΝΕΙ ΚΑΙ Ο Α-Ι-Κ	[443, 618, 575, 629]
headline-khrushchev: Ο κ. ΚΡΟΥΣΤΣΕΦ ΔΙΑΒΑΖΕΙ ΤΟΛΣΤΟΙ ΚΑΙ ΤΣΕΧΟΦ ΠΡΟΤΙΜΑ ΤΗΝ ΜΟΥΣΙΚΗΝ ΤΟΥ ΤΣΑΙΚΟΦΣΚΥ ΚΑΙ ΠΑΡΑΚΟΛΟΥΘΕΙ ΠΟΔΟΣΦΑΙΡΙΚΟΥΣ ΑΓΩΝΑΣ	[626, 717, 1004, 796]
article-body: ΝΕΑ ΥΟΡΚΗ, 3 (Άσσ. Πρές).—Ό κ. Κρούστσεφ άναγινώσκει Τολστόι καί Τσέχωφ καί προτιμά τήν μουσικήν τοϋ Τσαϊκόφσκυ, συμφώνως πρός συνέντευξιν τής θυγατρός του. Ό Σοβιετικός πρωθυπουργός παρακολουθεϊ έπίσης ποδοσφαιρικούς άγώνας είς τήν τηλεόρασιν καί άρέσκεται είς τό κυνήγιον.	[610, 802, 1021, 868]
article-body: ΑΘΗΝΑΙ, 3.—Οί ήσφαλισμένοι τοϋ ΤΑΜ άπεφάσισαν κάθοδον είς άπεργιακόν άγώνα, διότι δέν έπελύθησαν τά ζητήματά των. Ή άπόφασις έλήφθη κατά τήν χθεσινήν συνέλευσιν τών έκπροσώπων τών ήσφαλισμένων.	[610, 936, 1021, 988]
boxed-article: Πέντε αύτόματα περίπτερα έφεσιν ταξιδιωτών ΛΕΥΚΩΣΙΑ, 3 (Ρώυτερ).—Πέντε αύτόματα περίπτερα.	[1370, 1074, 1535, 1158]
column-rule	[606, 147, 607, 2318]
headline-protests: ΔΙΑΔΗΛΩΣΕΙΣ ΔΙΑΜΑΡΤΥΡΙΑΣ ΣΥΝΕΚΡΟΤΗΘΗΣΑΝ ΕΙΣ ΝΕΑΝ ΥΟΡΚΗΝ, ΤΟΚΙΟ ΚΑΙ ΟΞΦΟΡΔΗΝ ΚΑΤΑ ΤΩΝ ΠΥΡΗΝΙΚΩΝ ΔΟΚΙΜΩΝ ΤΗΣ ΑΜΕΡΙΚΗΣ	[57, 825, 578, 940]
masthead	[0, 55, 1566, 151]
subheadline: Ή Μεγάλη Βρεταννία, ή Γαλλία καί ό Καναδάς ύποστηρίζουν τήν ένέργειαν τής Άμερικής.— Ή Ίαπωνία καί τό Πεκίνον διαμαρτύρονται.—	[33, 302, 602, 374]
boxed-article: Η ΙΣΠΑΝΙΑ ΔΕΝ ΘΑ ΔΕΧΘΗ ΠΟΛΙΤΙΚΟΥΣ ΟΡΟΥΣ ΔΙΑ ΤΗΝ ΣΥΝΔΕΣΙΝ ΤΗΣ ΜΕ ΤΗΝ ΚΟΙΝΗΝ ΑΓΟΡΑΝ ΜΑΔΡΙΤΗ, 3 (Άσσ. Πρές).—Ή Ίσπανία δέν θά δεχθή πολιτικούς όρους.	[1029, 1214, 1194, 1337]
section-heading: Η ΚΟΙΝΗ ΓΝΩΜΗ	[267, 1087, 368, 1099]
column-rule	[1025, 147, 1026, 2318]
masthead-title: Β' ΕΚΔΟΣΙΣ: 5.30 ΠΡΩΙΝΗ ΤΗΣ ΚΥΡΙΑΚΗΣ	[0, 62, 1566, 144]
headline-tam-strike: ΟΙ ΗΣΦΑΛΙΣΜΕΝΟΙ ΤΟΥ ΤΑΜ ΑΠΕΦΑΣΙΣΑΝ ΚΑΘΟΔΟΝ ΕΙΣ ΑΠΕΡΓΙΑΚΟΝ ΑΓΩΝΑ ΔΙΟΤΙ ΔΕΝ ΕΠΕΛΥΘΗΣΑΝ ΤΑ ΖΗΤΗΜΑΤΑ ΤΩΝ	[610, 879, 1021, 930]
